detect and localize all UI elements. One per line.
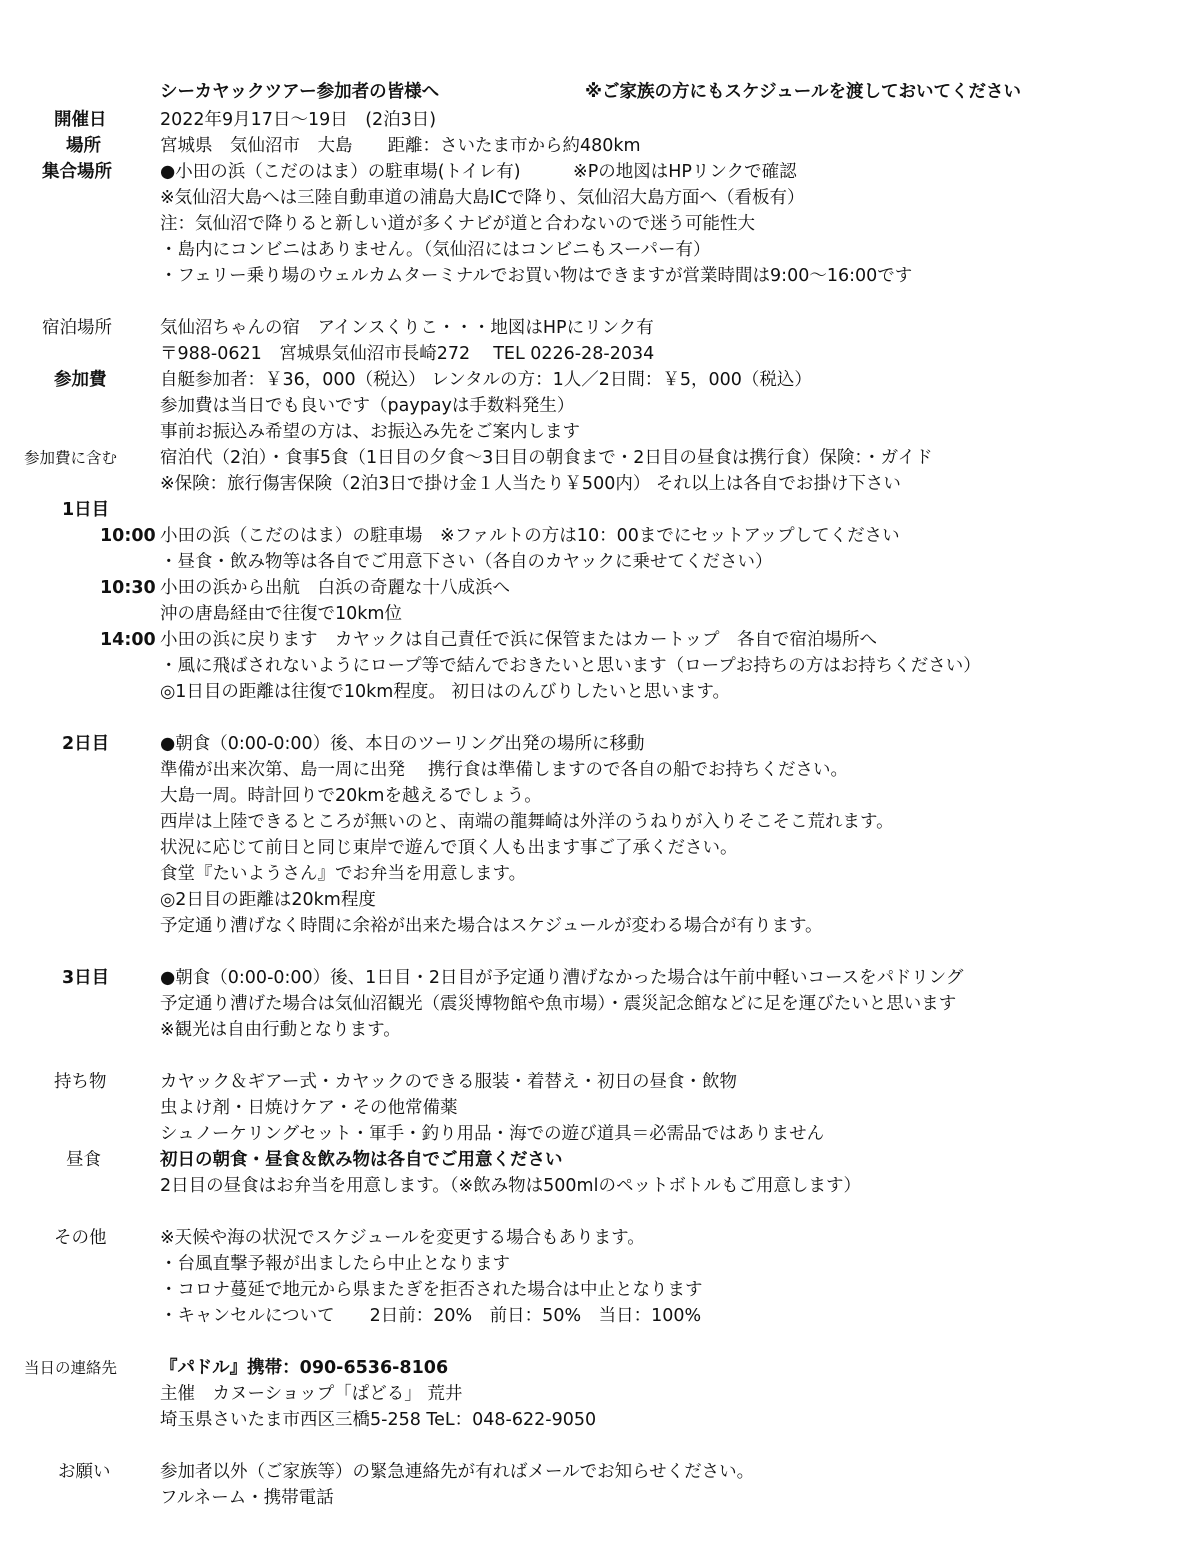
other-line: ・台風直撃予報が出ましたら中止となります bbox=[160, 1254, 510, 1274]
day3-line: 予定通り漕げた場合は気仙沼観光（震災博物館や魚市場）・震災記念館などに足を運びたいと思います bbox=[160, 994, 957, 1014]
day1-line: ・風に飛ばされないようにロープ等で結んでおきたいと思います（ロープお持ちの方はお持ちください） bbox=[160, 656, 981, 676]
lunch-line: 初日の朝食・昼食＆飲み物は各自でご用意ください bbox=[160, 1150, 563, 1170]
day2-line: 大島一周。時計回りで20kmを越えるでしょう。 bbox=[160, 786, 542, 806]
event-date: 2022年9月17日～19日 (2泊3日) bbox=[160, 110, 437, 130]
day2-line: 食堂『たいようさん』でお弁当を用意します。 bbox=[160, 864, 527, 884]
day1-line: 沖の唐島経由で往復で10km位 bbox=[160, 604, 402, 624]
fee-label: 参加費 bbox=[54, 370, 107, 390]
day2-label: 2日目 bbox=[62, 734, 110, 754]
fee-line: 事前お振込み希望の方は、お振込み先をご案内します bbox=[160, 422, 580, 442]
header-note: ※ご家族の方にもスケジュールを渡しておいてください bbox=[585, 82, 1021, 102]
contact-line: 埼玉県さいたま市西区三橋5-258 TeL：048-622-9050 bbox=[160, 1410, 597, 1430]
included-label: 参加費に含む bbox=[24, 449, 118, 467]
day3-line: ●朝食（0:00-0:00）後、1日目・2日目が予定通り漕げなかった場合は午前中軽いコースをパドリング bbox=[160, 968, 964, 988]
meeting-label: 集合場所 bbox=[42, 162, 112, 182]
meeting-line: ●小田の浜（こだのはま）の駐車場(トイレ有) ※Pの地図はHPリンクで確認 bbox=[160, 162, 797, 182]
request-label: お願い bbox=[58, 1462, 111, 1482]
request-line: フルネーム・携帯電話 bbox=[160, 1488, 334, 1508]
other-line: ・キャンセルについて 2日前：20% 前日：50% 当日：100% bbox=[160, 1306, 702, 1326]
items-line: シュノーケリングセット・軍手・釣り用品・海での遊び道具＝必需品ではありません bbox=[160, 1124, 825, 1144]
date-label: 開催日 bbox=[54, 110, 107, 130]
day1-label: 1日目 bbox=[62, 500, 110, 520]
day1-line: 小田の浜（こだのはま）の駐車場 ※ファルトの方は10：00までにセットアップしてください bbox=[160, 526, 900, 546]
day1-time: 10:00 bbox=[100, 526, 156, 546]
day3-label: 3日目 bbox=[62, 968, 110, 988]
lunch-line: 2日目の昼食はお弁当を用意します。（※飲み物は500mlのペットボトルもご用意します） bbox=[160, 1176, 861, 1196]
contact-label: 当日の連絡先 bbox=[24, 1359, 118, 1377]
items-label: 持ち物 bbox=[54, 1072, 107, 1092]
document-title: シーカヤックツアー参加者の皆様へ bbox=[160, 82, 440, 102]
lunch-label: 昼食 bbox=[66, 1150, 101, 1170]
day3-line: ※観光は自由行動となります。 bbox=[160, 1020, 401, 1040]
day2-line: 予定通り漕げなく時間に余裕が出来た場合はスケジュールが変わる場合が有ります。 bbox=[160, 916, 823, 936]
day2-line: 準備が出来次第、島一周に出発 携行食は準備しますので各自の船でお持ちください。 bbox=[160, 760, 849, 780]
lodging-line: 気仙沼ちゃんの宿 アインスくりこ・・・地図はHPにリンク有 bbox=[160, 318, 654, 338]
lodging-line: 〒988-0621 宮城県気仙沼市長崎272 TEL 0226-28-2034 bbox=[160, 344, 655, 364]
contact-line: 主催 カヌーショップ「ぱどる」 荒井 bbox=[160, 1384, 463, 1404]
included-line: 宿泊代（2泊）・食事5食（1日目の夕食～3日目の朝食まで・2日目の昼食は携行食）保険：・ガイド bbox=[160, 448, 933, 468]
day1-line: 小田の浜に戻ります カヤックは自己責任で浜に保管またはカートップ 各自で宿泊場所へ bbox=[160, 630, 877, 650]
contact-phone: 『パドル』携帯：090-6536-8106 bbox=[160, 1358, 449, 1378]
event-place: 宮城県 気仙沼市 大島 距離：さいたま市から約480km bbox=[160, 136, 641, 156]
day2-line: ◎2日目の距離は20km程度 bbox=[160, 890, 376, 910]
other-label: その他 bbox=[54, 1228, 107, 1248]
day1-time: 14:00 bbox=[100, 630, 156, 650]
items-line: 虫よけ剤・日焼けケア・その他常備薬 bbox=[160, 1098, 458, 1118]
meeting-line: 注：気仙沼で降りると新しい道が多くナビが道と合わないので迷う可能性大 bbox=[160, 214, 755, 234]
day1-line: 小田の浜から出航 白浜の奇麗な十八成浜へ bbox=[160, 578, 510, 598]
fee-line: 参加費は当日でも良いです（paypayは手数料発生） bbox=[160, 396, 575, 416]
day2-line: ●朝食（0:00-0:00）後、本日のツーリング出発の場所に移動 bbox=[160, 734, 645, 754]
day2-line: 状況に応じて前日と同じ東岸で遊んで頂く人も出ます事ご了承ください。 bbox=[160, 838, 738, 858]
meeting-line: ※気仙沼大島へは三陸自動車道の浦島大島ICで降り、気仙沼大島方面へ（看板有） bbox=[160, 188, 805, 208]
place-label: 場所 bbox=[66, 136, 101, 156]
other-line: ※天候や海の状況でスケジュールを変更する場合もあります。 bbox=[160, 1228, 645, 1248]
day1-time: 10:30 bbox=[100, 578, 156, 598]
fee-line: 自艇参加者：￥36，000（税込） レンタルの方：1人／2日間：￥5，000（税込） bbox=[160, 370, 812, 390]
day1-line: ◎1日目の距離は往復で10km程度。 初日はのんびりしたいと思います。 bbox=[160, 682, 731, 702]
request-line: 参加者以外（ご家族等）の緊急連絡先が有ればメールでお知らせください。 bbox=[160, 1462, 755, 1482]
day2-line: 西岸は上陸できるところが無いのと、南端の龍舞崎は外洋のうねりが入りそこそこ荒れます。 bbox=[160, 812, 894, 832]
day1-line: ・昼食・飲み物等は各自でご用意下さい（各自のカヤックに乗せてください） bbox=[160, 552, 773, 572]
included-line: ※保険：旅行傷害保険（2泊3日で掛け金１人当たり￥500内） それ以上は各自でお掛け下さい bbox=[160, 474, 901, 494]
other-line: ・コロナ蔓延で地元から県またぎを拒否された場合は中止となります bbox=[160, 1280, 703, 1300]
meeting-line: ・フェリー乗り場のウェルカムターミナルでお買い物はできますが営業時間は9:00～16:00です bbox=[160, 266, 913, 286]
items-line: カヤック＆ギアー式・カヤックのできる服装・着替え・初日の昼食・飲物 bbox=[160, 1072, 737, 1092]
meeting-line: ・島内にコンビニはありません。（気仙沼にはコンビニもスーパー有） bbox=[160, 240, 711, 260]
lodging-label: 宿泊場所 bbox=[42, 318, 112, 338]
